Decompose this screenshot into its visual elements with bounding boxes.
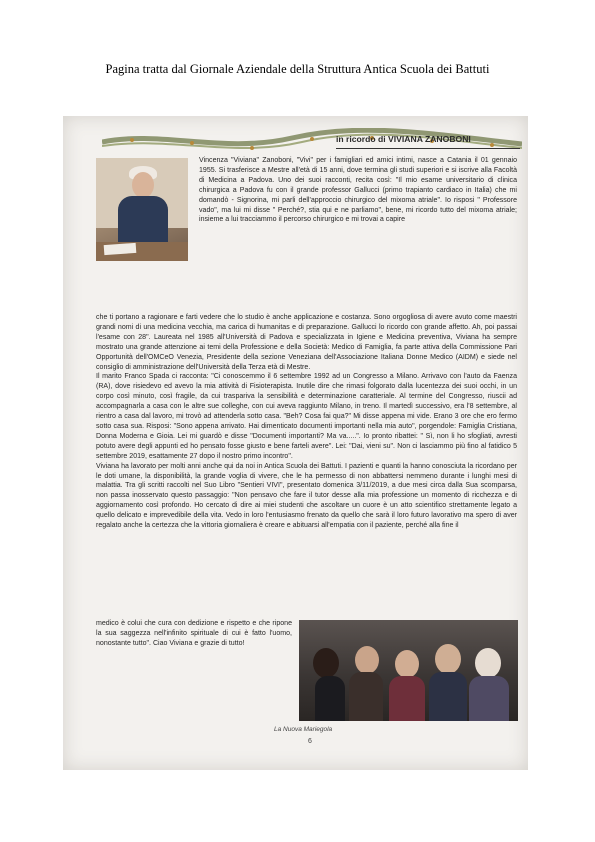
paragraph-studies: che ti portano a ragionare e farti vedere che lo studio è anche applicazione e costanza. Sono orgogliosa di avere avuto come maestri grandi nomi di una medicina vecchia, ma carica di humanitas e di preparazione. Gallucci lo ricordo con grande affetto. Ah, poi passai l'esame con 28". Laureata nel 1985 all'Università di Padova e specializzata in Igiene e Medicina preventiva, Viviana ha sempre mostrato una grande attenzione ai temi della Professione e della Società: Medico di Famiglia, fa parte attiva della Commissione Pari Opportunità dell'OMCeO Venezia, Presidente della sezione Veneziana dell'Associazione Italiana Donne Medico (AIDM) e siede nel consiglio di amministrazione dell'Università della Terza età di Mestre. [96, 314, 517, 371]
group-photo [299, 620, 518, 721]
article-body-text [96, 313, 517, 531]
page-caption: Pagina tratta dal Giornale Aziendale della Struttura Antica Scuola dei Battuti [105, 62, 490, 76]
magazine-footer-title: La Nuova Mariegola [274, 726, 333, 733]
paragraph-closing: medico è colui che cura con dedizione e rispetto e che ripone la sua saggezza nell'infinito spirituale di cui è fatto l'uomo, nonostante tutto". Ciao Viviana e grazie di tutto! [96, 620, 292, 647]
article-title: in ricordo di VIVIANA ZANOBONI [336, 134, 471, 144]
page-number: 6 [308, 738, 312, 745]
article-intro-text [199, 156, 517, 225]
portrait-photo [96, 158, 188, 261]
title-underline [336, 148, 520, 149]
paragraph-intro: Vincenza "Viviana" Zanoboni, "Vivi" per i famigliari ed amici intimi, nasce a Catania il 01 gennaio 1955. Si trasferisce a Mestre all'età di 15 anni, dove termina gli studi superiori e si iscrive alla Facoltà di Medicina a Padova. Uno dei suoi racconti, recita così: "Il mio esame universitario di clinica chirurgica a Padova fu con il grande professor Gallucci (primo trapianto cardiaco in Italia) che mi domandò - Signorina, mi parli dell'approccio chirurgico del mixoma atriale". Io risposi " Professore vado", ma lui mi disse " Perché?, stia qui e ne parliamo", bene, mi ricordo tutto del mixoma atriale; insieme a lui tracciammo il percorso chirurgico e mi trovai a capire [199, 157, 517, 224]
paragraph-husband-story: Il marito Franco Spada ci racconta: "Ci conoscemmo il 6 settembre 1992 ad un Congresso a Milano. Arrivavo con l'auto da Faenza (RA), dove risiedevo ed avevo la mia attività di Fisioterapista. Inutile dire che rimasi folgorato dalla lucentezza dei suoi occhi, in un corpo così minuto, così fragile, da cui traspariva la sensibilità e determinazione caratteriale. Al termine del Congresso, riuscii ad accompagnarla a casa con le altre sue colleghe, con cui aveva raggiunto Milano, in treno. Il martedì successivo, era l'8 settembre, al rientro a casa dal lavoro, mi trovò ad attenderla sotto casa. "Beh? Cosa fai qua?" Mi disse appena mi vide. Erano 3 ore che ero fermo sotto casa sua. Risposi: "Sono appena arrivato. Hai dimenticato documenti importanti nella mia auto", porgendole: Famiglia Cristiana, Donna Moderna e Gioia. Lei mi guardò e disse "Documenti importanti? Ma va.....". Io pronto ribattei: " Sì, non li ho sfogliati, avresti potuto avere degli appunti ed ho pensato fosse giusto e bene farteli avere". Lei: "Dai, vieni su". Non ci lasciammo più fino al fatidico 5 settembre 2019, esattamente 27 dopo il nostro primo incontro". [96, 373, 517, 460]
article-closing-text [96, 619, 292, 649]
paragraph-work: Viviana ha lavorato per molti anni anche qui da noi in Antica Scuola dei Battuti. I pazienti e quanti la hanno conosciuta la ricordano per le doti umane, la disponibilità, la grande voglia di vivere, che le ha permesso di non abbattersi nemmeno durante i lunghi mesi di malattia. Tra gli scritti raccolti nel Suo Libro "Sentieri VIVI", presentato domenica 3/11/2019, a due mesi circa dalla Sua scomparsa, non passa inosservato questo passaggio: "Non pensavo che fare il tutor desse alla mia professione un momento di ricchezza e di aggiornamento così profondo. Ho cercato di dire ai miei studenti che ascoltare un cuore è un atto scientifico strettamente legato a quello delicato e imprevedibile della vita. Vedo in loro l'entusiasmo frenato da quello che sarà il loro futuro lavorativo ma spero di aver regalato anche la certezza che la vittoria giornaliera è creare e abituarsi all'empatia con il paziente, perché alla fine il [96, 462, 517, 530]
